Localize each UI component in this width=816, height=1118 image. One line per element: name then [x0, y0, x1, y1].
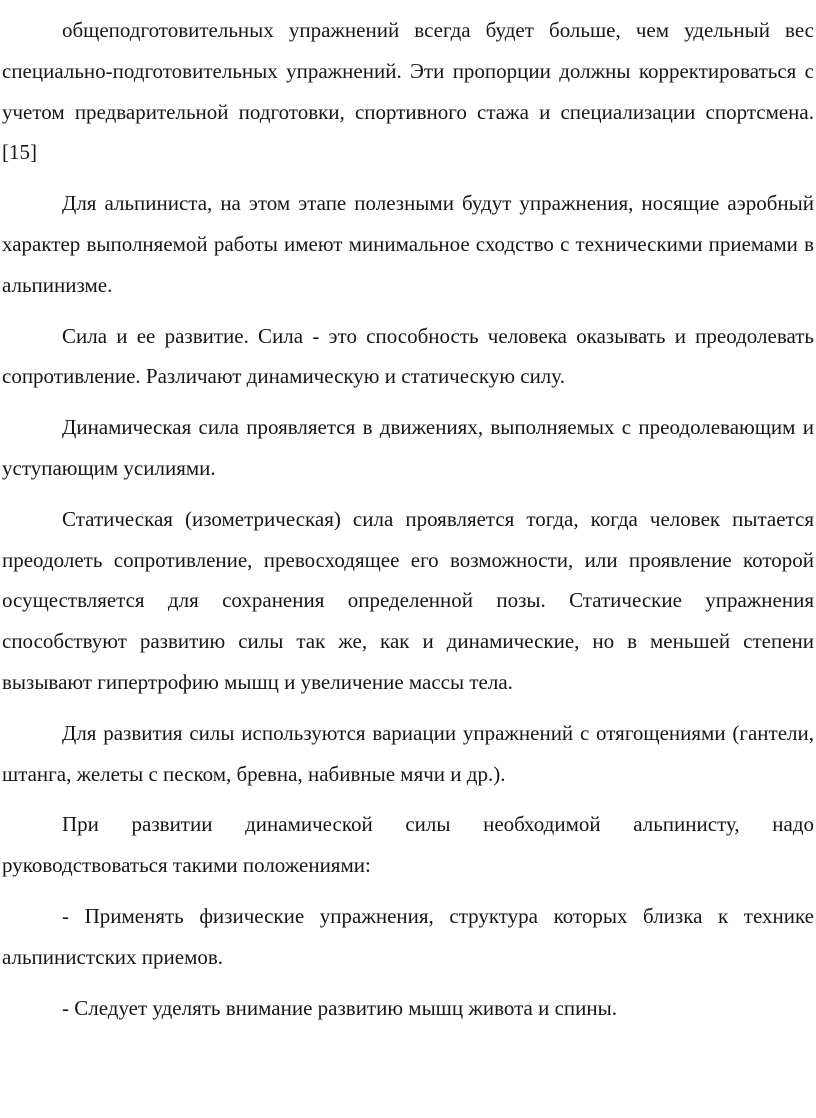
- paragraph-static-strength: Статическая (изометрическая) сила проявляется тогда, когда человек пытается преодолеть сопротивление, превосходящее его возможности, или проявление которой осуществляется для сохранения определенной позы. Статические упражнения способствуют развитию силы так же, как и динамические, но в меньшей степени вызывают гипертрофию мышц и увеличение массы тела.: [2, 506, 814, 694]
- list-item-technique: - Применять физические упражнения, структура которых близка к технике альпинистских приемов.: [2, 903, 814, 969]
- paragraph-weights: Для развития силы используются вариации упражнений с отягощениями (гантели, штанга, желеты с песком, бревна, набивные мячи и др.).: [2, 720, 814, 786]
- paragraph-aerobic-exercises: Для альпиниста, на этом этапе полезными будут упражнения, носящие аэробный характер выполняемой работы имеют минимальное сходство с техническими приемами в альпинизме.: [2, 191, 814, 297]
- paragraph-guidelines-intro: При развитии динамической силы необходимой альпинисту, надо руководствоваться такими положениями:: [2, 812, 814, 878]
- paragraph-strength-definition: Сила и ее развитие. Сила - это способность человека оказывать и преодолевать сопротивление. Различают динамическую и статическую силу.: [2, 323, 814, 389]
- paragraph-continuation: общеподготовительных упражнений всегда будет больше, чем удельный вес специально-подготовительных упражнений. Эти пропорции должны корректироваться с учетом предварительной подготовки, спортивного стажа и специализации спортсмена. [15]: [2, 18, 814, 165]
- list-item-core-muscles: - Следует уделять внимание развитию мышц живота и спины.: [62, 995, 617, 1020]
- paragraph-dynamic-strength: Динамическая сила проявляется в движениях, выполняемых с преодолевающим и уступающим усилиями.: [2, 415, 814, 480]
